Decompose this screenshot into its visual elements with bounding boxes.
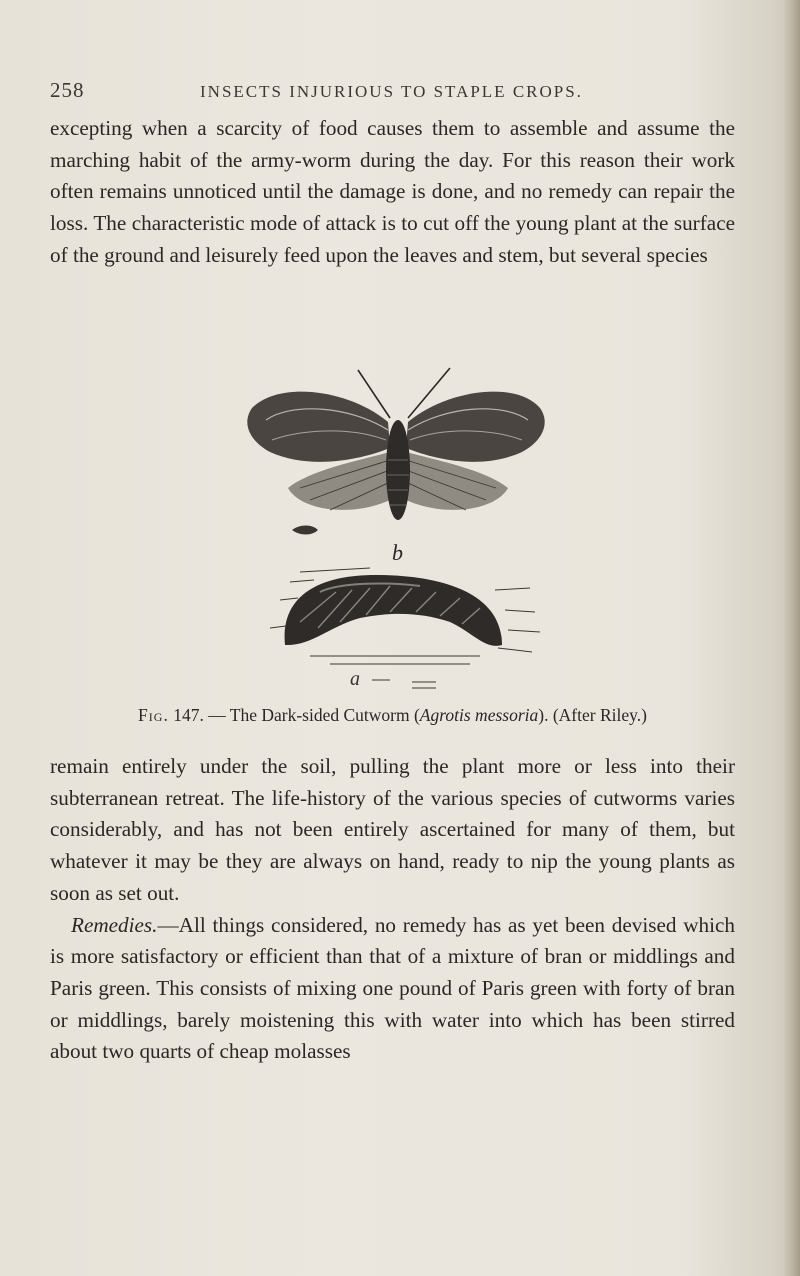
remedies-heading: Remedies. bbox=[71, 912, 158, 937]
page-edge-shadow bbox=[784, 0, 800, 1276]
label-b: b bbox=[392, 540, 403, 565]
page-header bbox=[50, 78, 670, 108]
caption-attribution: ). (After Riley.) bbox=[538, 705, 647, 725]
page-number: 258 bbox=[50, 78, 85, 102]
running-head: INSECTS INJURIOUS TO STAPLE CROPS. bbox=[200, 82, 583, 101]
remedies-text: —All things considered, no remedy has as yet been devised which is more satisfactory or efficient than that of a mixture of bran or middlings and Paris green. This consists of mixing one pound of Paris green with forty of bran or middlings, barely moistening this with water into which has been stirred about two quarts of cheap molasses bbox=[50, 912, 735, 1064]
body-text-bottom bbox=[50, 751, 735, 1068]
paragraph-remedies bbox=[50, 910, 735, 1069]
paragraph-subterranean: remain entirely under the soil, pulling the plant more or less into their subterranean retreat. The life-history of the various species of cutworms varies considerably, and has not been entirely ascertained for many of them, but whatever it may be they are always on hand, ready to nip the young plants as soon as set out. bbox=[50, 754, 735, 905]
paragraph-continuation: excepting when a scarcity of food causes them to assemble and assume the marching habit of the army-worm during the day. For this reason their work often remains unnoticed until the damage is done, and no remedy can repair the loss. The characteristic mode of attack is to cut off the young plant at the surface of the ground and leisurely feed upon the leaves and stem, but several species bbox=[50, 116, 735, 267]
label-a: a bbox=[350, 668, 360, 690]
caption-title: — The Dark-sided Cutworm ( bbox=[208, 705, 420, 725]
figure-caption bbox=[50, 705, 735, 726]
caption-number: 147. bbox=[173, 705, 204, 725]
cutworm-illustration bbox=[240, 360, 550, 700]
larva-figure bbox=[270, 568, 540, 690]
caption-latin-name: Agrotis messoria bbox=[419, 705, 539, 725]
moth-figure bbox=[247, 368, 544, 565]
caption-fig-label: Fig. bbox=[138, 705, 169, 725]
body-text-top bbox=[50, 113, 735, 272]
